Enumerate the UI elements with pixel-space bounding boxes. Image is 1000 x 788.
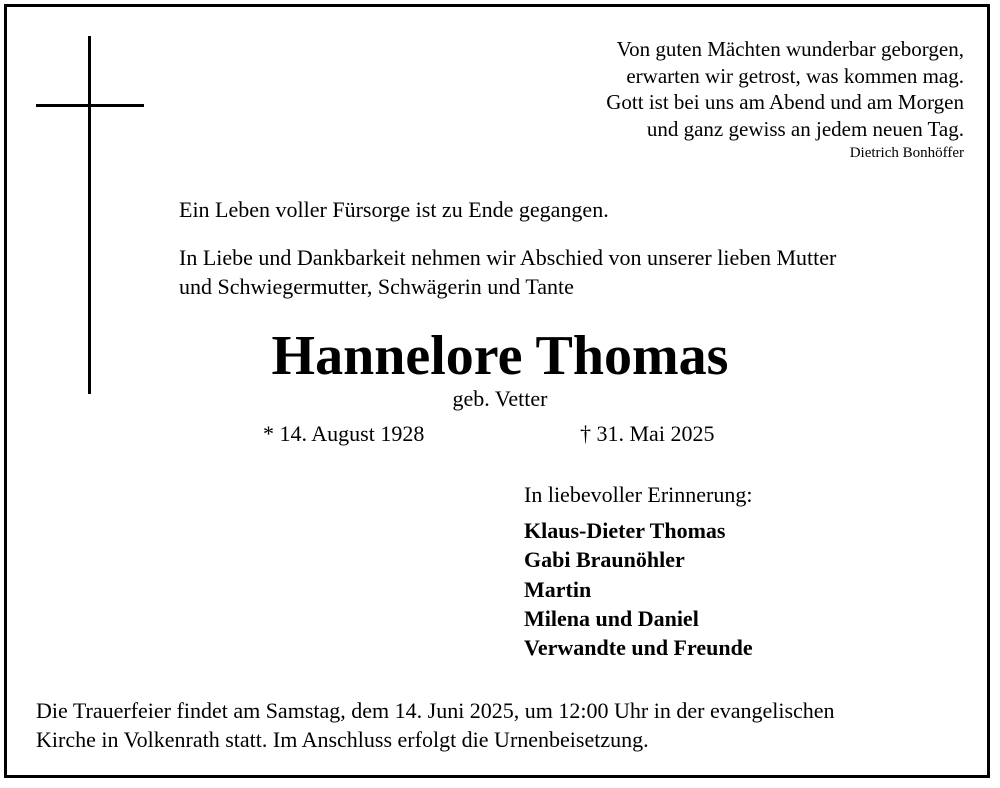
maiden-name: geb. Vetter (452, 386, 548, 411)
mourners-heading: In liebevoller Erinnerung: (524, 482, 753, 507)
mourner-name: Klaus-Dieter Thomas (524, 518, 726, 543)
mourner-name: Martin (524, 576, 592, 602)
mourner-name: Gabi Braunöhler (524, 547, 685, 573)
birth-date: * 14. August 1928 (263, 421, 425, 446)
intro-line: In Liebe und Dankbarkeit nehmen wir Abschied von unserer lieben Mutter (179, 245, 837, 270)
poem-line: und ganz gewiss an jedem neuen Tag. (646, 116, 964, 141)
poem-line: Gott ist bei uns am Abend und am Morgen (606, 90, 964, 114)
mourners-list (524, 516, 753, 662)
poem-author: Dietrich Bonhöffer (849, 145, 964, 161)
poem-line: Von guten Mächten wunderbar geborgen, (616, 37, 964, 61)
intro-paragraph (179, 243, 836, 301)
mourner-name: Milena und Daniel (524, 605, 699, 631)
intro-line: und Schwiegermutter, Schwägerin und Tante (179, 274, 574, 299)
intro-line: Ein Leben voller Fürsorge ist zu Ende gegangen. (179, 197, 609, 222)
service-info (36, 696, 835, 754)
poem-line: erwarten wir getrost, was kommen mag. (626, 63, 964, 88)
deceased-name: Hannelore Thomas (271, 325, 729, 387)
service-line: Die Trauerfeier findet am Samstag, dem 14. Juni 2025, um 12:00 Uhr in der evangelischen (36, 698, 835, 723)
death-date: † 31. Mai 2025 (580, 421, 715, 446)
service-line: Kirche in Volkenrath statt. Im Anschluss erfolgt die Urnenbeisetzung. (36, 727, 649, 752)
cross-icon-horizontal (36, 104, 144, 107)
mourner-name: Verwandte und Freunde (524, 635, 753, 661)
poem (606, 36, 964, 142)
